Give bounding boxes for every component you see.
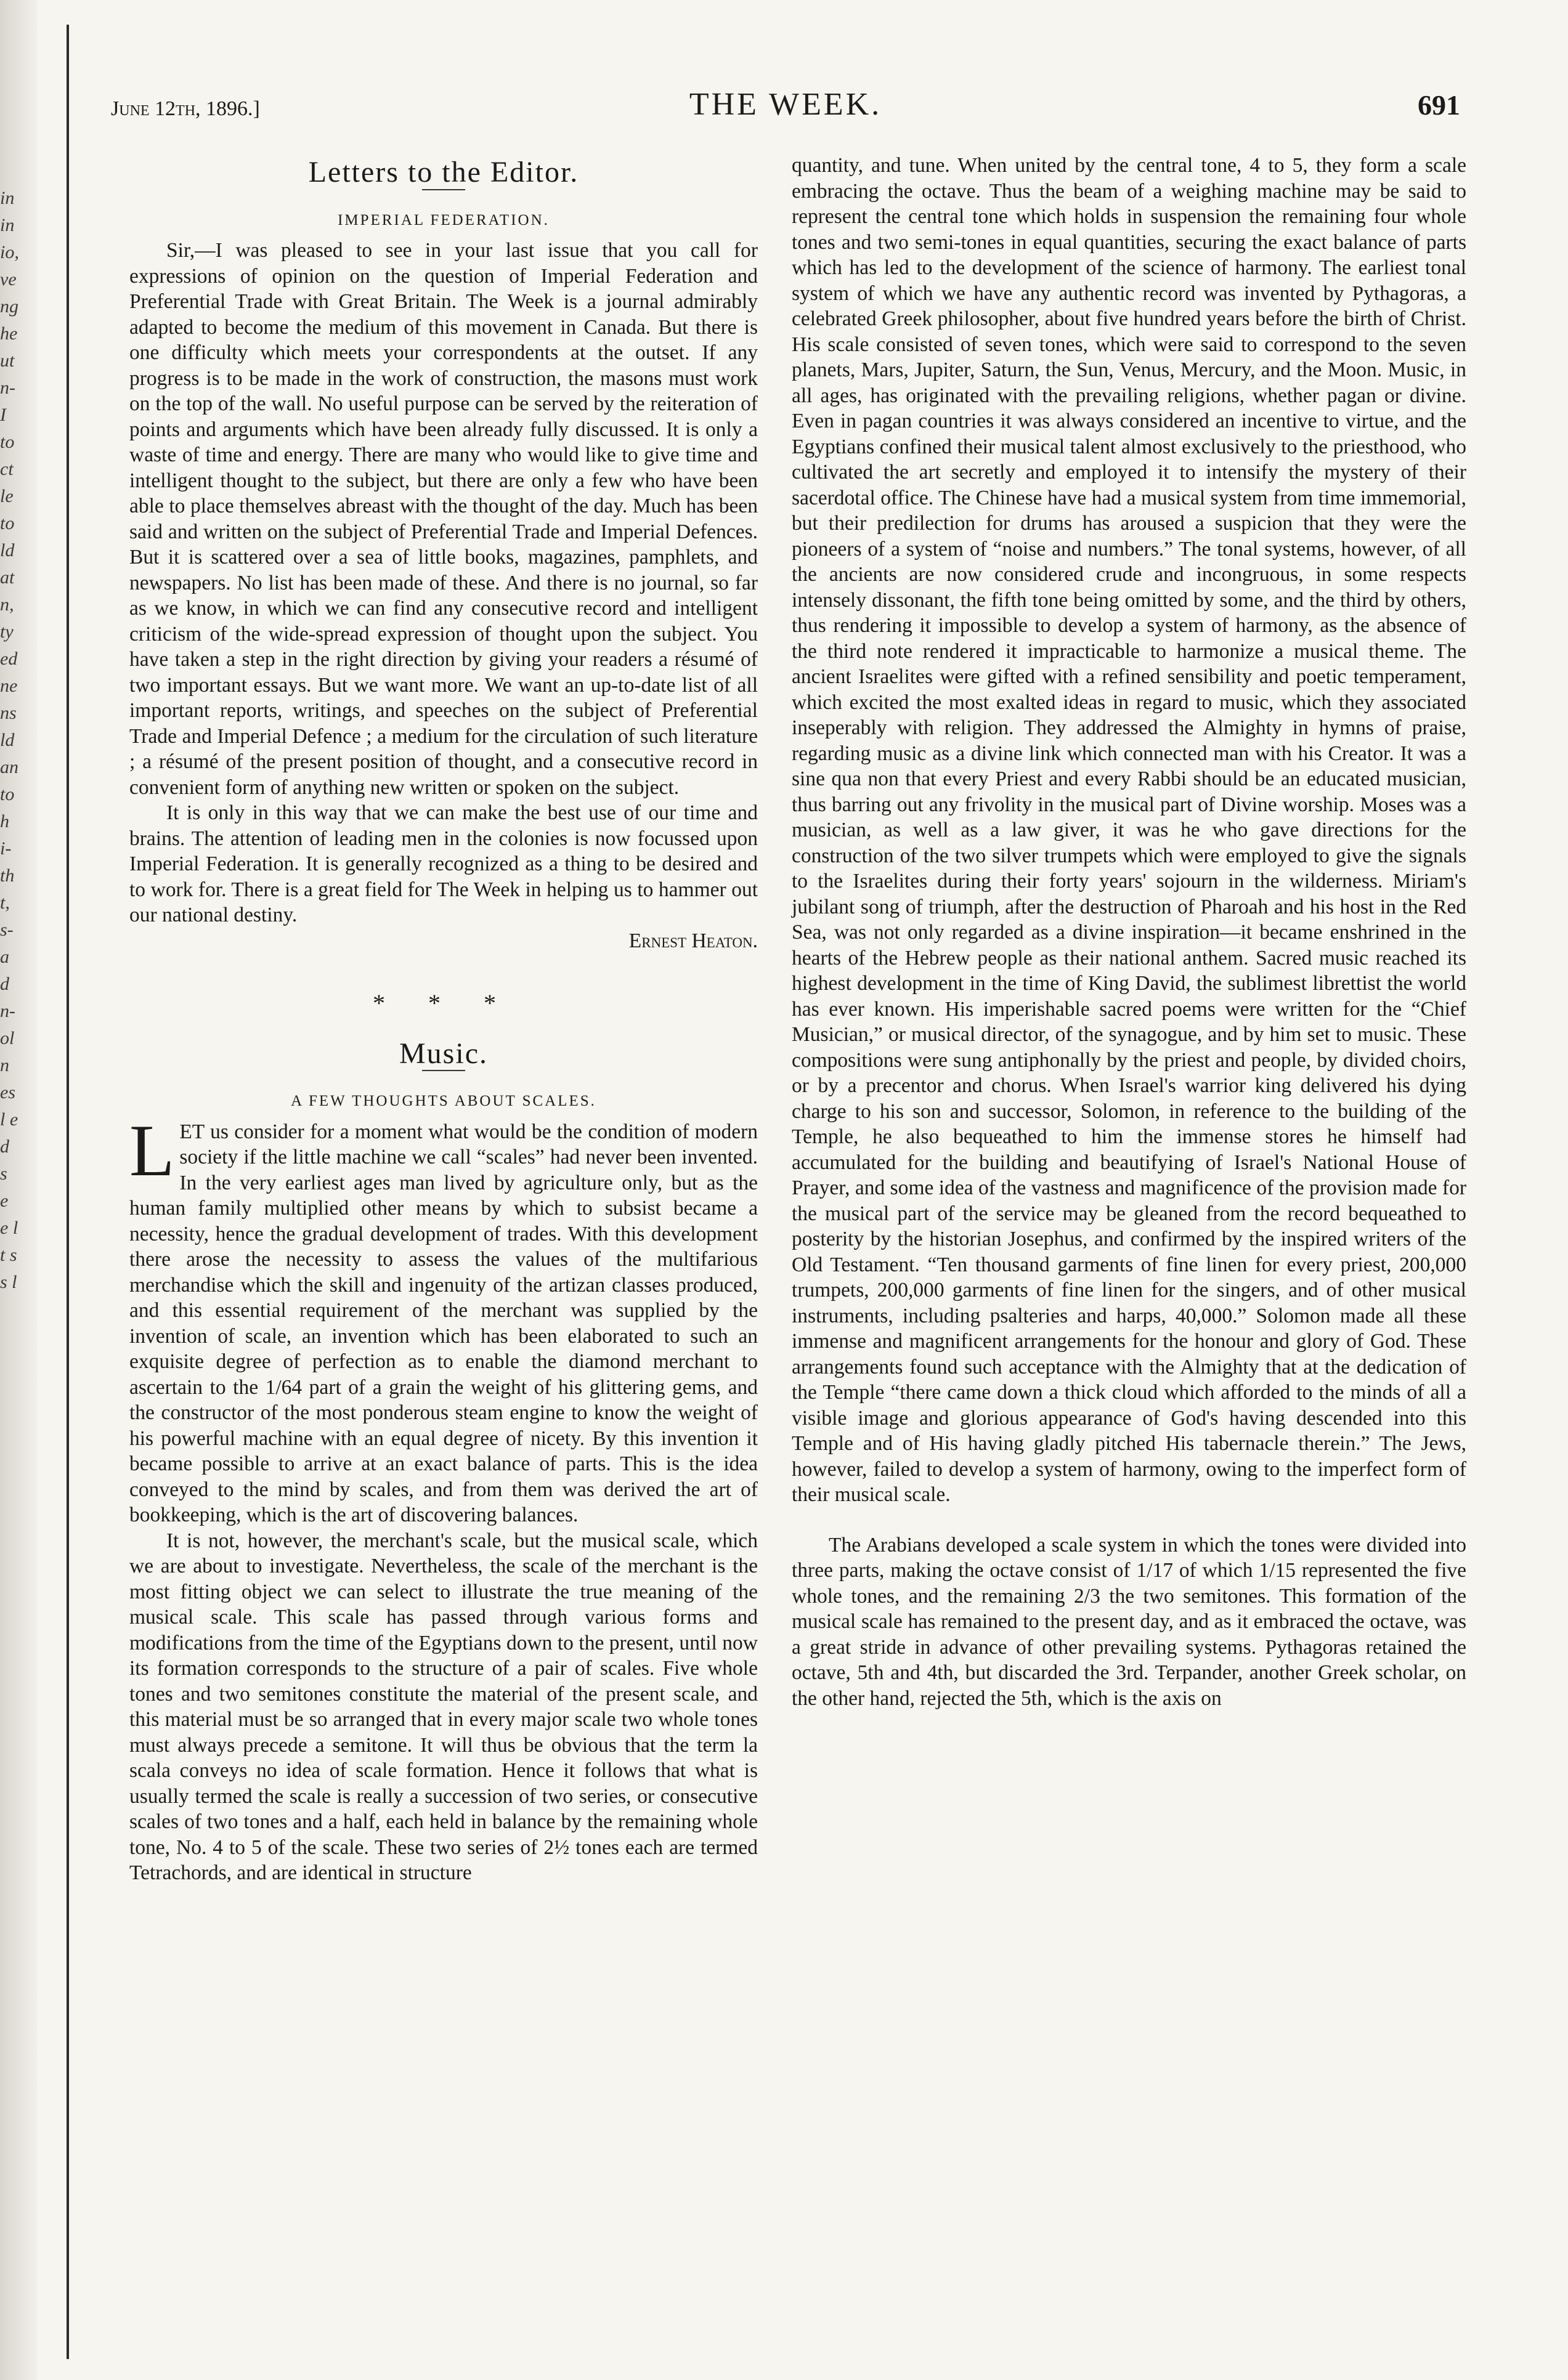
music-paragraph-text: ET us consider for a moment what would be the condition of modern society if the little machine we call “scales” had never been invented. In the very earliest ages man lived by agriculture only, but as the human family multiplied other means by which to subsist became a necessity, hence the gradual development of trades. With this development there arose the necessity to assess the values of the multifarious merchandise which the skill and ingenuity of the artizan classes produced, and this essential requirement of the merchant was supplied by the invention of scale, an invention which has been elaborated to such an exquisite degree of perfection as to enable the diamond merchant to ascertain to the 1/64 part of a grain the weight of his glittering gems, and the constructor of the most ponderous steam engine to know the weight of his powerful machine with an equal degree of nicety. By this invention it became possible to arrive at an exact balance of parts. This is the idea conveyed to the mind by scales, and from them was derived the art of bookkeeping, which is the art of discovering balances. <box>129 1120 758 1526</box>
heading-rule <box>422 189 465 190</box>
body-paragraph: quantity, and tune. When united by the central tone, 4 to 5, they form a scale embracing the octave. Thus the beam of a weighing machine may be said to represent the central tone which holds in suspension the remaining four whole tones and two semi-tones in equal quantities, securing the exact balance of parts which has led to the development of the science of harmony. The earliest tonal system of which we have any authentic record was invented by Pythagoras, a celebrated Greek philosopher, about five hundred years before the birth of Christ. His scale consisted of seven tones, which were said to correspond to the seven planets, Mars, Jupiter, Saturn, the Sun, Venus, Mercury, and the Moon. Music, in all ages, has originated with the prevailing religions, whether pagan or divine. Even in pagan countries it was always considered an incentive to virtue, and the Egyptians confined their musical talent almost exclusively to the priesthood, who cultivated the art secretly and employed it to intensify the mystery of their sacerdotal office. The Chinese have had a musical system from time immemorial, but their predilection for drums has aroused a suspicion that they were the pioneers of a system of “noise and numbers.” The tonal systems, however, of all the ancients are now considered crude and incongruous, in some respects intensely dissonant, the fifth tone being omitted by some, and the third by others, thus rendering it impossible to develop a system of harmony, as the absence of the third note rendered it impracticable to harmonize a musical theme. The ancient Israelites were gifted with a refined sensibility and poetic temperament, which excited the most exalted ideas in regard to music, which they associated inseperably with religion. They addressed the Almighty in hymns of praise, regarding music as a divine link which connected man with his Creator. It was a sine qua non that every Priest and every Rabbi should be an educated musician, thus barring out any frivolity in the musical part of Divine worship. Moses was a musician, as well as a law giver, it was he who gave directions for the construction of the two silver trumpets which were employed to give the signals to the Israelites during their forty years' sojourn in the wilderness. Miriam's jubilant song of triumph, after the destruction of Pharoah and his host in the Red Sea, was not only regarded as a divine inspiration—it became enshrined in the hearts of the Hebrew people as their national anthem. Sacred music reached its highest development in the time of King David, the sublimest librettist the world has ever known. His imperishable sacred poems were written for the “Chief Musician,” or musical director, of the synagogue, and by him set to music. These compositions were sung antiphonally by the priest and people, by divided choirs, or by a precentor and chorus. When Israel's warrior king delivered his dying charge to his son and successor, Solomon, in reference to the building of the Temple, he also bequeathed to him the immense stores he himself had accumulated for the building and beautifying of Israel's National House of Prayer, and some idea of the vastness and magnificence of the provision made for the musical part of the service may be gleaned from the record bequeathed to posterity by the historian Josephus, and confirmed by the inspired writers of the Old Testament. “Ten thousand garments of fine linen for every priest, 200,000 trumpets, 200,000 garments of fine linen for the singers, and of other musical instruments, including psalteries and harps, 40,000.” Solomon made all these immense and magnificent arrangements for the honour and glory of God. These arrangements found such acceptance with the Almighty that at the dedication of the Temple “there came down a thick cloud which afforded to the minds of all a visible image and glorious appearance of God's having descended into this Temple and of His having gladly pitched His tabernacle therein.” The Jews, however, failed to develop a system of harmony, owing to the imperfect form of their musical scale. <box>792 154 1466 1506</box>
heading-rule <box>422 1070 465 1071</box>
margin-fragments: in in io, ve ng he ut n- I to ct le to ld at n, ty ed ne ns ld an to h i- th t, s- a d n- ol n es l e d s e e l t s s l <box>0 188 19 1292</box>
music-subhead: A FEW THOUGHTS ABOUT SCALES. <box>291 1093 596 1109</box>
drop-cap: L <box>129 1109 175 1191</box>
page-number: 691 <box>1418 89 1460 121</box>
left-column <box>129 157 758 1886</box>
right-column <box>792 153 1466 1711</box>
section-asterism: * * * <box>373 989 514 1017</box>
letter-paragraph: Sir,—I was pleased to see in your last issue that you call for expressions of opinion on the question of Imperial Federation and Preferential Trade with Great Britain. The Week is a journal admirably adapted to become the medium of this movement in Canada. But there is one difficulty which meets your correspondents at the outset. If any progress is to be made in the work of construction, the masons must work on the top of the wall. No useful purpose can be served by the reiteration of points and arguments which have been already fully discussed. It is only a waste of time and energy. There are many who would like to give time and intelligent thought to the subject, but there are only a few who have been able to place themselves abreast with the thought of the day. Much has been said and written on the subject of Preferential Trade and Imperial Defences. But it is scattered over a sea of little books, magazines, pamphlets, and newspapers. No list has been made of these. And there is no journal, so far as we know, in which we can find any consecutive record and intelligent criticism of the wide-spread expression of thought upon the subject. You have taken a step in the right direction by giving your readers a résumé of two important essays. But we want more. We want an up-to-date list of all important reports, writings, and speeches on the subject of Preferential Trade and Imperial Defence ; a medium for the circulation of such literature ; a résumé of the present position of thought, and a consecutive record in convenient form of anything new written or spoken on the subject. <box>129 239 758 799</box>
publication-title: THE WEEK. <box>689 87 882 122</box>
body-paragraph: The Arabians developed a scale system in which the tones were divided into three parts, making the octave consist of 1/17 of which 1/15 represented the five whole tones, and the remaining 2/3 the two semitones. This formation of the musical scale has remained to the present day, and as it embraced the octave, was a great stride in advance of other prevailing systems. Pythagoras retained the octave, 5th and 4th, but discarded the 3rd. Terpander, another Greek scholar, on the other hand, rejected the 5th, which is the axis on <box>792 1533 1466 1710</box>
letter-subhead: IMPERIAL FEDERATION. <box>338 211 550 229</box>
running-header <box>111 86 1460 129</box>
letters-heading: Letters to the Editor. <box>308 156 579 188</box>
music-paragraph: It is not, however, the merchant's scale, but the musical scale, which we are about to investigate. Nevertheless, the scale of the merchant is the most fitting object we can select to illustrate the true meaning of the musical scale. This scale has passed through various forms and modifications from the time of the Egyptians down to the present, until now its formation corresponds to the structure of a pair of scales. Five whole tones and two semitones constitute the material of the present scale, and this material must be so arranged that in every major scale two whole tones must always precede a semitone. It will thus be obvious that the term la scala conveys no idea of scale formation. Hence it follows that what is usually termed the scale is really a succession of two series, or consecutive scales of two tones and a half, each held in balance by the remaining whole tone, No. 4 to 5 of the scale. These two series of 2½ tones each are termed Tetrachords, and are identical in structure <box>129 1529 758 1884</box>
music-paragraph <box>129 1109 758 1528</box>
letter-signature: Ernest Heaton. <box>628 929 758 952</box>
paragraph-gap <box>792 1508 1466 1532</box>
issue-date: June 12th, 1896.] <box>111 97 260 120</box>
music-heading: Music. <box>399 1037 488 1070</box>
binding-rule <box>67 25 69 2359</box>
letter-paragraph: It is only in this way that we can make the best use of our time and brains. The attention of leading men in the colonies is now focussed upon Imperial Federation. It is generally recognized as a thing to be desired and to work for. There is a great field for The Week in helping us to hammer out our national destiny. <box>129 801 758 926</box>
